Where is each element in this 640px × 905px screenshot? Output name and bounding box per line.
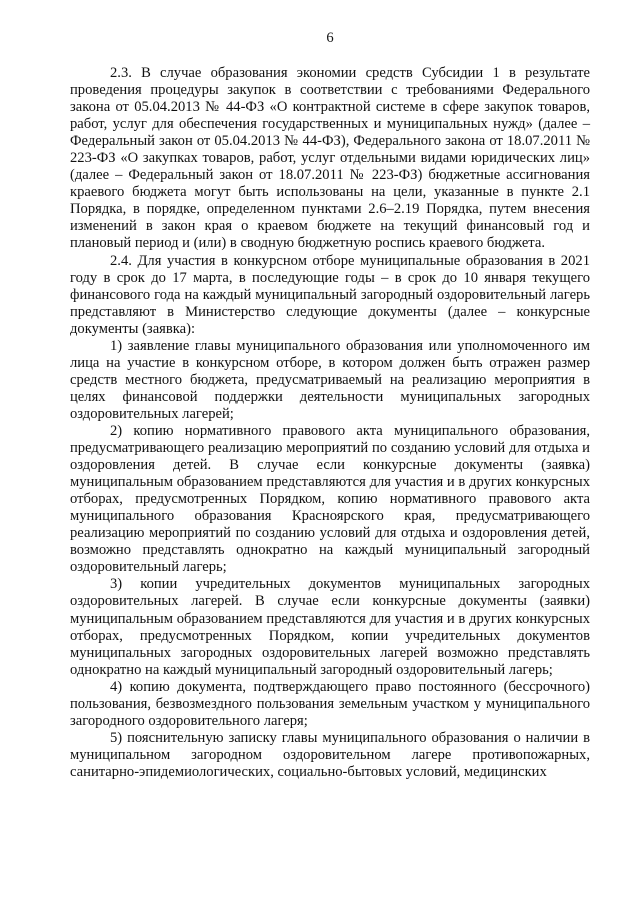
list-item-5: 5) пояснительную записку главы муниципального образования о наличии в муниципальном загородном оздоровительном лагере противопожарных, санитарно-эпидемиологических, социально-бытовых условий, медицинских xyxy=(70,729,590,780)
list-item-2: 2) копию нормативного правового акта муниципального образования, предусматривающего реализацию мероприятий по созданию условий для отдыха и оздоровления детей. В случае если конкурсные документы (заявка) муниципальным образованием представляются для участия и в других конкурсных отборах, предусмотренных Порядком, копию нормативного правового акта муниципального образования Красноярского края, предусматривающего реализацию мероприятий по созданию условий для отдыха и оздоровления детей, возможно представлять однократно на каждый муниципальный загородный оздоровительный лагерь; xyxy=(70,422,590,576)
list-item-3: 3) копии учредительных документов муниципальных загородных оздоровительных лагерей. В случае если конкурсные документы (заявки) муниципальным образованием представляются для участия и в других конкурсных отборах, предусмотренных Порядком, копии учредительных документов муниципальных загородных оздоровительных лагерей возможно представлять однократно на каждый муниципальный загородный оздоровительный лагерь; xyxy=(70,576,590,678)
document-page xyxy=(70,30,590,781)
page-number: 6 xyxy=(326,30,334,46)
paragraph-2-3: 2.3. В случае образования экономии средств Субсидии 1 в результате проведения процедуры закупок в соответствии с требованиями Федерального закона от 05.04.2013 № 44-ФЗ «О контрактной системе в сфере закупок товаров, работ, услуг для обеспечения государственных и муниципальных нужд» (далее – Федеральный закон от 05.04.2013 № 44-ФЗ), Федерального закона от 18.07.2011 № 223-ФЗ «О закупках товаров, работ, услуг отдельными видами юридических лиц» (далее – Федеральный закон от 18.07.2011 № 223-ФЗ) бюджетные ассигнования краевого бюджета могут быть использованы на цели, указанные в пункте 2.1 Порядка, в порядке, определенном пунктами 2.6–2.19 Порядка, путем внесения изменений в закон края о краевом бюджете на текущий финансовый год и плановый период и (или) в сводную бюджетную роспись краевого бюджета. xyxy=(70,65,590,252)
list-item-1: 1) заявление главы муниципального образования или уполномоченного им лица на участие в конкурсном отборе, в котором должен быть отражен размер средств местного бюджета, предусматриваемый на реализацию мероприятия в целях финансовой поддержки деятельности муниципальных загородных оздоровительных лагерей; xyxy=(70,337,590,422)
paragraph-2-4: 2.4. Для участия в конкурсном отборе муниципальные образования в 2021 году в срок до 17 марта, в последующие годы – в срок до 10 января текущего финансового года на каждый муниципальный загородный оздоровительный лагерь представляют в Министерство следующие документы (далее – конкурсные документы (заявка): xyxy=(70,252,590,337)
list-item-4: 4) копию документа, подтверждающего право постоянного (бессрочного) пользования, безвозмездного пользования земельным участком у муниципального загородного оздоровительного лагеря; xyxy=(70,678,590,729)
